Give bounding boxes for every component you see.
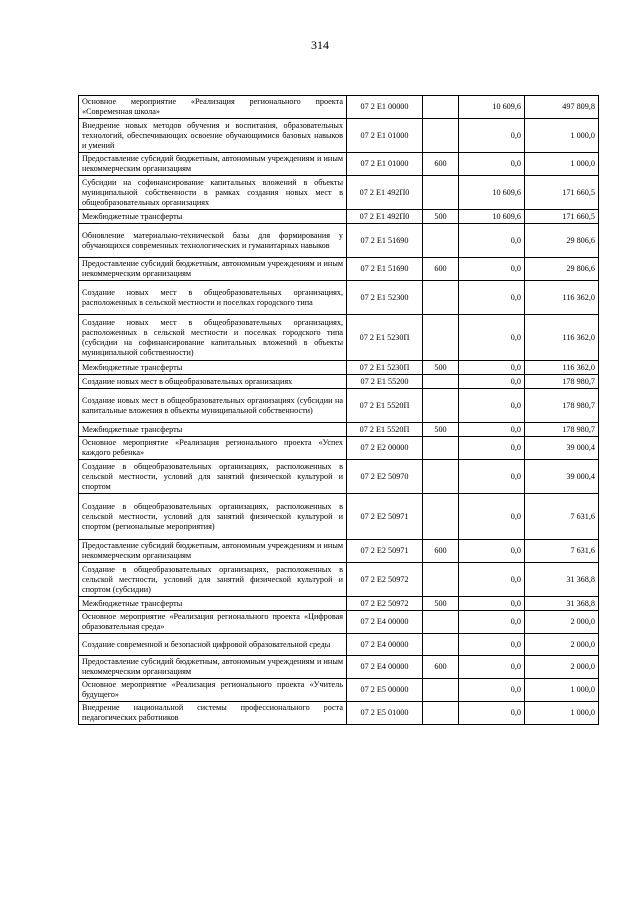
row-amount-1: 10 609,6 [459, 210, 525, 224]
row-amount-1: 0,0 [459, 679, 525, 702]
row-target-code: 07 2 E1 492П0 [347, 176, 423, 210]
row-amount-1: 0,0 [459, 375, 525, 389]
row-amount-2: 31 368,8 [525, 597, 599, 611]
row-target-code: 07 2 E1 5520П [347, 389, 423, 423]
row-amount-1: 0,0 [459, 258, 525, 281]
row-description: Субсидии на софинансирование капитальных вложений в объекты муниципальной собственности в рамках создания новых мест в общеобразовательных организациях [79, 176, 347, 210]
table-row [79, 389, 599, 423]
row-amount-2: 116 362,0 [525, 361, 599, 375]
row-target-code: 07 2 E1 00000 [347, 96, 423, 119]
row-amount-1: 0,0 [459, 540, 525, 563]
row-description: Межбюджетные трансферты [79, 597, 347, 611]
row-target-code: 07 2 E2 50971 [347, 494, 423, 540]
row-amount-2: 39 000,4 [525, 437, 599, 460]
row-amount-1: 0,0 [459, 281, 525, 315]
table-row [79, 679, 599, 702]
row-description: Основное мероприятие «Реализация регионального проекта «Цифровая образовательная среда» [79, 611, 347, 634]
table-row [79, 494, 599, 540]
row-expense-type [423, 679, 459, 702]
row-amount-1: 0,0 [459, 634, 525, 656]
row-amount-1: 0,0 [459, 361, 525, 375]
row-target-code: 07 2 E1 01000 [347, 119, 423, 153]
row-target-code: 07 2 E1 5520П [347, 423, 423, 437]
table-row [79, 656, 599, 679]
row-target-code: 07 2 E1 52300 [347, 281, 423, 315]
row-amount-1: 0,0 [459, 597, 525, 611]
row-expense-type [423, 119, 459, 153]
row-amount-1: 10 609,6 [459, 96, 525, 119]
table-row [79, 611, 599, 634]
row-amount-2: 31 368,8 [525, 563, 599, 597]
row-description: Основное мероприятие «Реализация регионального проекта «Современная школа» [79, 96, 347, 119]
row-expense-type [423, 224, 459, 258]
row-amount-1: 0,0 [459, 437, 525, 460]
row-expense-type [423, 176, 459, 210]
row-expense-type [423, 375, 459, 389]
row-description: Внедрение новых методов обучения и воспитания, образовательных технологий, обеспечивающих освоение обучающимися базовых навыков и умений [79, 119, 347, 153]
row-target-code: 07 2 E1 55200 [347, 375, 423, 389]
row-amount-2: 1 000,0 [525, 679, 599, 702]
row-amount-2: 2 000,0 [525, 634, 599, 656]
row-description: Внедрение национальной системы профессионального роста педагогических работников [79, 702, 347, 725]
row-amount-2: 178 980,7 [525, 423, 599, 437]
row-target-code: 07 2 E4 00000 [347, 611, 423, 634]
row-target-code: 07 2 E1 5230П [347, 361, 423, 375]
row-amount-1: 0,0 [459, 423, 525, 437]
page-number: 314 [311, 38, 329, 52]
row-description: Создание новых мест в общеобразовательных организациях (субсидии на капитальные вложения в объекты муниципальной собственности) [79, 389, 347, 423]
table-row [79, 281, 599, 315]
row-amount-1: 0,0 [459, 460, 525, 494]
row-amount-2: 29 806,6 [525, 224, 599, 258]
row-description: Обновление материально-технической базы для формирования у обучающихся современных технологических и гуманитарных навыков [79, 224, 347, 258]
row-amount-2: 171 660,5 [525, 210, 599, 224]
row-expense-type: 600 [423, 258, 459, 281]
table-row [79, 210, 599, 224]
row-amount-2: 116 362,0 [525, 315, 599, 361]
row-expense-type: 500 [423, 210, 459, 224]
row-description: Предоставление субсидий бюджетным, автономным учреждениям и иным некоммерческим организациям [79, 153, 347, 176]
row-description: Создание новых мест в общеобразовательных организациях [79, 375, 347, 389]
row-expense-type [423, 437, 459, 460]
row-amount-1: 0,0 [459, 315, 525, 361]
table-row [79, 563, 599, 597]
table-row [79, 702, 599, 725]
row-amount-1: 0,0 [459, 119, 525, 153]
row-description: Предоставление субсидий бюджетным, автономным учреждениям и иным некоммерческим организациям [79, 258, 347, 281]
row-target-code: 07 2 E1 01000 [347, 153, 423, 176]
table-row [79, 258, 599, 281]
row-target-code: 07 2 E4 00000 [347, 656, 423, 679]
row-expense-type: 500 [423, 597, 459, 611]
row-amount-1: 0,0 [459, 389, 525, 423]
row-description: Создание в общеобразовательных организациях, расположенных в сельской местности, условий для занятий физической культурой и спортом [79, 460, 347, 494]
row-description: Основное мероприятие «Реализация регионального проекта «Учитель будущего» [79, 679, 347, 702]
row-amount-2: 2 000,0 [525, 611, 599, 634]
row-amount-1: 0,0 [459, 224, 525, 258]
table-row [79, 176, 599, 210]
table-row [79, 361, 599, 375]
row-target-code: 07 2 E1 51690 [347, 258, 423, 281]
row-expense-type: 500 [423, 361, 459, 375]
row-description: Предоставление субсидий бюджетным, автономным учреждениям и иным некоммерческим организациям [79, 540, 347, 563]
table-row [79, 315, 599, 361]
row-target-code: 07 2 E2 50972 [347, 597, 423, 611]
row-description: Межбюджетные трансферты [79, 361, 347, 375]
table-row [79, 597, 599, 611]
row-amount-2: 171 660,5 [525, 176, 599, 210]
row-target-code: 07 2 E4 00000 [347, 634, 423, 656]
row-target-code: 07 2 E2 50972 [347, 563, 423, 597]
row-expense-type: 500 [423, 423, 459, 437]
row-expense-type [423, 634, 459, 656]
row-target-code: 07 2 E5 01000 [347, 702, 423, 725]
row-amount-1: 0,0 [459, 563, 525, 597]
row-description: Создание новых мест в общеобразовательных организациях, расположенных в сельской местности и поселках городского типа (субсидии на софинансирование капитальных вложений в объекты муниципальной собственности) [79, 315, 347, 361]
table-row [79, 540, 599, 563]
row-amount-1: 10 609,6 [459, 176, 525, 210]
table-row [79, 460, 599, 494]
row-expense-type [423, 315, 459, 361]
row-amount-2: 178 980,7 [525, 389, 599, 423]
row-amount-1: 0,0 [459, 611, 525, 634]
row-amount-2: 29 806,6 [525, 258, 599, 281]
row-description: Межбюджетные трансферты [79, 210, 347, 224]
row-target-code: 07 2 E2 50971 [347, 540, 423, 563]
row-expense-type [423, 460, 459, 494]
table-row [79, 224, 599, 258]
row-amount-2: 178 980,7 [525, 375, 599, 389]
budget-table-body [79, 96, 599, 725]
row-amount-2: 1 000,0 [525, 119, 599, 153]
table-row [79, 96, 599, 119]
row-expense-type [423, 611, 459, 634]
row-amount-2: 7 631,6 [525, 540, 599, 563]
row-expense-type [423, 281, 459, 315]
row-target-code: 07 2 E2 50970 [347, 460, 423, 494]
row-target-code: 07 2 E1 5230П [347, 315, 423, 361]
row-target-code: 07 2 E1 51690 [347, 224, 423, 258]
row-expense-type [423, 563, 459, 597]
table-row [79, 153, 599, 176]
row-amount-1: 0,0 [459, 702, 525, 725]
row-amount-1: 0,0 [459, 656, 525, 679]
row-description: Основное мероприятие «Реализация регионального проекта «Успех каждого ребенка» [79, 437, 347, 460]
row-expense-type [423, 389, 459, 423]
row-amount-2: 497 809,8 [525, 96, 599, 119]
row-expense-type [423, 494, 459, 540]
table-row [79, 423, 599, 437]
row-amount-2: 116 362,0 [525, 281, 599, 315]
table-row [79, 634, 599, 656]
row-description: Предоставление субсидий бюджетным, автономным учреждениям и иным некоммерческим организациям [79, 656, 347, 679]
row-target-code: 07 2 E1 492П0 [347, 210, 423, 224]
row-description: Создание новых мест в общеобразовательных организациях, расположенных в сельской местности и поселках городского типа [79, 281, 347, 315]
row-expense-type [423, 96, 459, 119]
row-target-code: 07 2 E2 00000 [347, 437, 423, 460]
row-amount-2: 39 000,4 [525, 460, 599, 494]
row-target-code: 07 2 E5 00000 [347, 679, 423, 702]
row-description: Создание в общеобразовательных организациях, расположенных в сельской местности, условий для занятий физической культурой и спортом (региональные мероприятия) [79, 494, 347, 540]
row-expense-type: 600 [423, 540, 459, 563]
row-amount-1: 0,0 [459, 494, 525, 540]
row-amount-2: 1 000,0 [525, 702, 599, 725]
budget-table [78, 95, 599, 725]
row-expense-type [423, 702, 459, 725]
row-description: Создание в общеобразовательных организациях, расположенных в сельской местности, условий для занятий физической культурой и спортом (субсидии) [79, 563, 347, 597]
table-row [79, 375, 599, 389]
table-row [79, 437, 599, 460]
row-expense-type: 600 [423, 153, 459, 176]
row-amount-2: 2 000,0 [525, 656, 599, 679]
row-amount-1: 0,0 [459, 153, 525, 176]
row-description: Создание современной и безопасной цифровой образовательной среды [79, 634, 347, 656]
row-description: Межбюджетные трансферты [79, 423, 347, 437]
row-amount-2: 1 000,0 [525, 153, 599, 176]
row-expense-type: 600 [423, 656, 459, 679]
row-amount-2: 7 631,6 [525, 494, 599, 540]
table-row [79, 119, 599, 153]
